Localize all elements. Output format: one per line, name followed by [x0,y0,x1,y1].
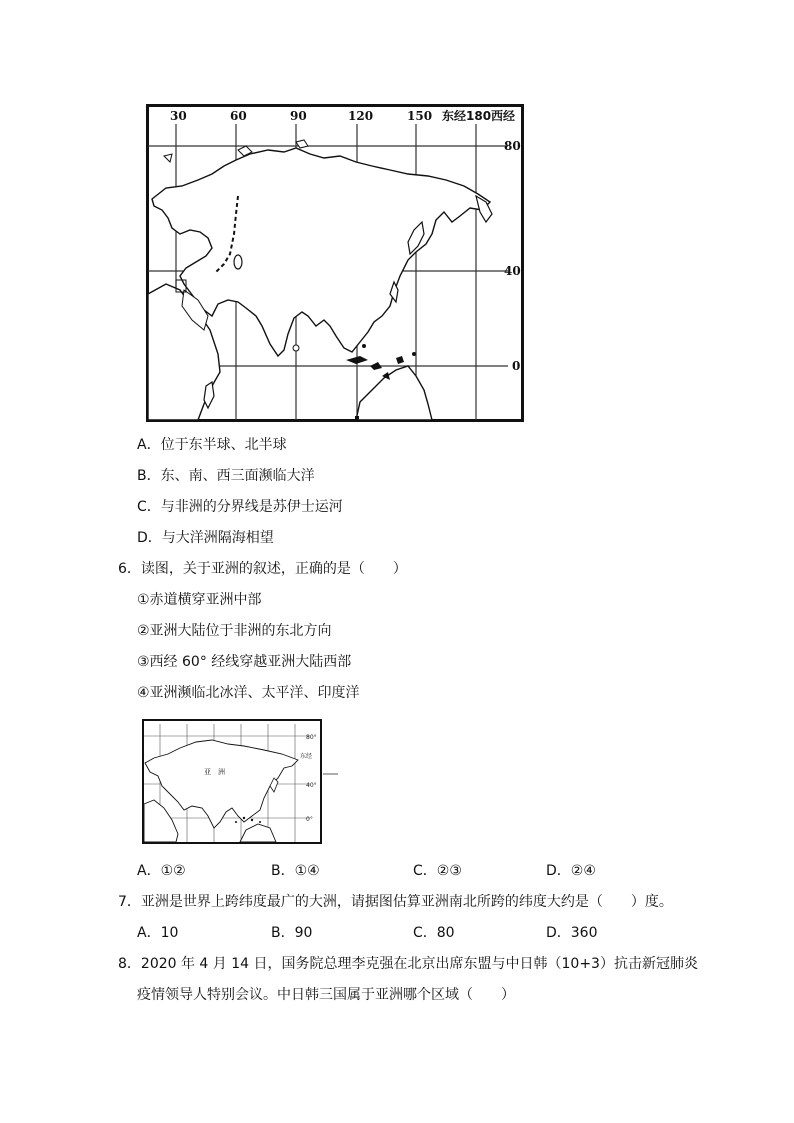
map2-lat-0: 0° [306,816,313,823]
q6-option-a: A．①② [137,863,186,879]
q8-stem-line1: 8．2020 年 4 月 14 日，国务院总理李克强在北京出席东盟与中日韩（10+3）抗击新冠肺炎 [118,956,698,972]
q7-option-d: D．360 [546,925,598,941]
q6-statement-4: ④亚洲濒临北冰洋、太平洋、印度洋 [137,685,360,701]
q6-option-c: C．②③ [413,863,462,879]
q5-option-b: B．东、南、西三面濒临大洋 [137,468,315,484]
lat-label-80: 80 [504,139,521,153]
q7-option-c: C．80 [413,925,455,941]
asia-map-large [146,104,524,422]
lon-label-60: 60 [230,109,247,123]
asia-map-small [140,718,340,846]
map2-corner-label: 东经 [300,753,313,760]
lon-label-90: 90 [290,109,307,123]
q7-stem: 7．亚洲是世界上跨纬度最广的大洲，请据图估算亚洲南北所跨的纬度大约是（ ）度。 [118,894,673,910]
lat-label-0: 0 [512,359,521,373]
q8-stem-line2: 疫情领导人特别会议。中日韩三国属于亚洲哪个区域（ ） [137,987,515,1003]
asia-map-small-svg [140,718,340,846]
q6-statement-3: ③西经 60° 经线穿越亚洲大陆西部 [137,654,352,670]
q7-option-b: B．90 [271,925,313,941]
q6-stem: 6．读图，关于亚洲的叙述，正确的是（ ） [118,561,407,577]
map2-lat-40: 40° [306,782,317,789]
lon-label-150: 150 [407,109,433,123]
q6-option-b: B．①④ [271,863,320,879]
q5-option-d: D．与大洋洲隔海相望 [137,530,274,546]
lat-label-40: 40 [504,264,521,278]
q5-option-a: A．位于东半球、北半球 [137,437,287,453]
q6-statement-1: ①赤道横穿亚洲中部 [137,592,262,608]
lon-label-120: 120 [348,109,374,123]
q5-option-c: C．与非洲的分界线是苏伊士运河 [137,499,343,515]
map2-asia-label: 亚 洲 [204,768,225,776]
lon-label-30: 30 [170,109,187,123]
lon-label-180: 东经180西经 [442,109,516,123]
q6-option-d: D．②④ [546,863,596,879]
asia-map-large-svg [146,104,524,422]
q6-statement-2: ②亚洲大陆位于非洲的东北方向 [137,623,332,639]
q7-option-a: A．10 [137,925,179,941]
map2-lat-80: 80° [306,734,317,741]
